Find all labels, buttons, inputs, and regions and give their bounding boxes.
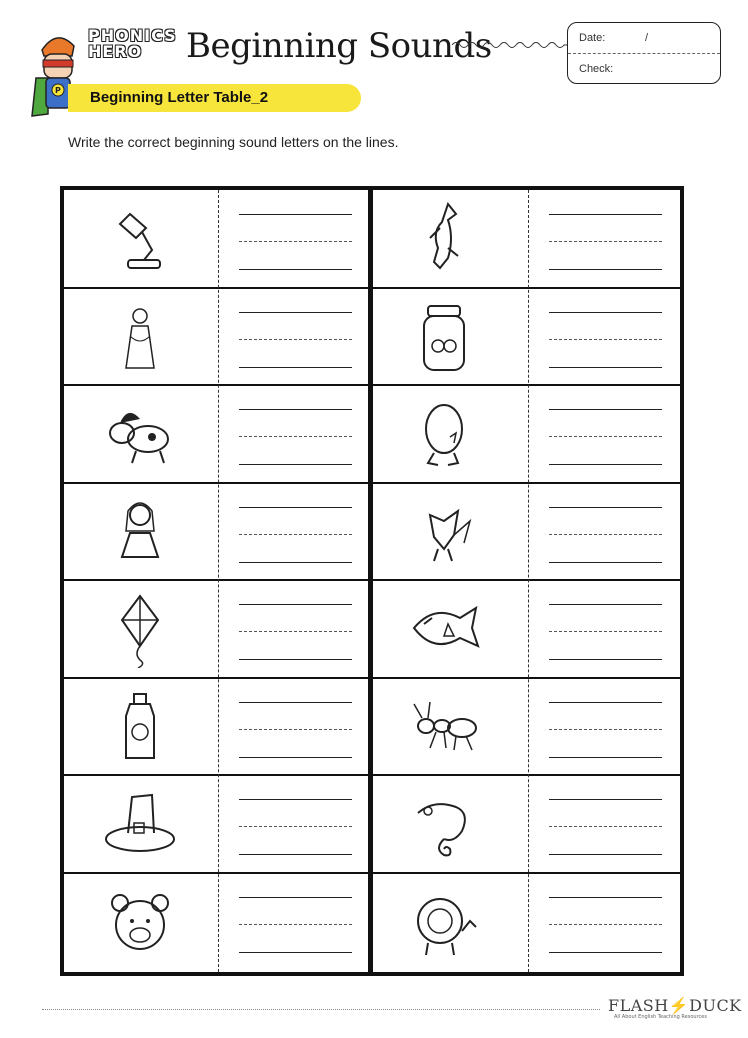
left-answer-mid-line-7[interactable]: [239, 826, 352, 827]
left-answer-base-line-2[interactable]: [239, 367, 352, 368]
crocodile-icon: [404, 198, 484, 278]
row-divider: [60, 579, 684, 581]
fox-icon: [404, 491, 484, 571]
date-label: Date:: [579, 32, 606, 44]
row-divider: [60, 287, 684, 289]
lady-icon: [100, 296, 180, 376]
logo-part2: DUCK: [689, 996, 742, 1015]
egg-icon: [404, 393, 484, 473]
left-answer-base-line-8[interactable]: [239, 952, 352, 953]
footer-tagline: All About English Teaching Resources: [614, 1014, 707, 1020]
jam-jar-icon: [404, 296, 484, 376]
left-answer-mid-line-8[interactable]: [239, 924, 352, 925]
row-divider: [60, 384, 684, 386]
left-answer-base-line-1[interactable]: [239, 269, 352, 270]
flashduck-logo: [608, 996, 742, 1015]
right-answer-base-line-4[interactable]: [549, 562, 662, 563]
brand-logo-line2: HERO: [88, 42, 143, 61]
bear-icon: [100, 881, 180, 961]
right-answer-mid-line-6[interactable]: [549, 729, 662, 730]
right-answer-mid-line-5[interactable]: [549, 631, 662, 632]
left-answer-mid-line-5[interactable]: [239, 631, 352, 632]
left-answer-top-line-8[interactable]: [239, 897, 352, 898]
left-answer-top-line-2[interactable]: [239, 312, 352, 313]
svg-text:P: P: [55, 86, 61, 95]
right-answer-mid-line-2[interactable]: [549, 339, 662, 340]
left-answer-top-line-7[interactable]: [239, 799, 352, 800]
left-answer-base-line-4[interactable]: [239, 562, 352, 563]
right-answer-base-line-1[interactable]: [549, 269, 662, 270]
lamp-icon: [100, 198, 180, 278]
left-answer-mid-line-2[interactable]: [239, 339, 352, 340]
squiggle-divider-icon: [452, 38, 570, 52]
left-answer-top-line-4[interactable]: [239, 507, 352, 508]
right-answer-mid-line-3[interactable]: [549, 436, 662, 437]
right-answer-mid-line-7[interactable]: [549, 826, 662, 827]
left-answer-mid-line-6[interactable]: [239, 729, 352, 730]
left-answer-base-line-7[interactable]: [239, 854, 352, 855]
right-answer-base-line-7[interactable]: [549, 854, 662, 855]
left-answer-base-line-6[interactable]: [239, 757, 352, 758]
logo-part1: FLASH: [608, 996, 669, 1015]
check-label: Check:: [579, 63, 614, 75]
right-answer-top-line-5[interactable]: [549, 604, 662, 605]
left-answer-top-line-6[interactable]: [239, 702, 352, 703]
right-answer-base-line-8[interactable]: [549, 952, 662, 953]
ant-icon: [404, 686, 484, 766]
bottle-icon: [100, 686, 180, 766]
lion-icon: [404, 881, 484, 961]
row-divider: [60, 482, 684, 484]
date-check-box: [567, 22, 721, 84]
dog-icon: [100, 393, 180, 473]
chameleon-icon: [404, 783, 484, 863]
right-answer-mid-line-8[interactable]: [549, 924, 662, 925]
row-divider: [60, 872, 684, 874]
right-answer-mid-line-4[interactable]: [549, 534, 662, 535]
table-center-divider: [368, 186, 373, 976]
row-divider: [60, 774, 684, 776]
right-answer-top-line-6[interactable]: [549, 702, 662, 703]
left-answer-mid-line-1[interactable]: [239, 241, 352, 242]
right-answer-top-line-3[interactable]: [549, 409, 662, 410]
right-answer-base-line-2[interactable]: [549, 367, 662, 368]
instruction-text: Write the correct beginning sound letters on the lines.: [68, 134, 399, 150]
date-separator: /: [645, 32, 649, 44]
right-answer-top-line-1[interactable]: [549, 214, 662, 215]
right-answer-base-line-6[interactable]: [549, 757, 662, 758]
right-answer-top-line-2[interactable]: [549, 312, 662, 313]
right-answer-base-line-5[interactable]: [549, 659, 662, 660]
date-row[interactable]: [568, 23, 720, 54]
left-column-dashed-divider: [218, 190, 219, 972]
left-answer-mid-line-3[interactable]: [239, 436, 352, 437]
brand-logo: [88, 28, 180, 60]
doll-icon: [100, 491, 180, 571]
right-answer-top-line-8[interactable]: [549, 897, 662, 898]
row-divider: [60, 677, 684, 679]
left-answer-mid-line-4[interactable]: [239, 534, 352, 535]
right-column-dashed-divider: [528, 190, 529, 972]
left-answer-top-line-1[interactable]: [239, 214, 352, 215]
footer-dotted-line: [42, 1009, 600, 1010]
left-answer-top-line-5[interactable]: [239, 604, 352, 605]
left-answer-base-line-3[interactable]: [239, 464, 352, 465]
fish-icon: [404, 588, 484, 668]
left-answer-base-line-5[interactable]: [239, 659, 352, 660]
lightning-bolt-icon: ⚡: [668, 996, 690, 1015]
right-answer-mid-line-1[interactable]: [549, 241, 662, 242]
brand-logo-line1: PHONICS: [88, 26, 177, 45]
right-answer-top-line-7[interactable]: [549, 799, 662, 800]
kite-icon: [100, 588, 180, 668]
right-answer-base-line-3[interactable]: [549, 464, 662, 465]
page-title: Beginning Sounds: [186, 26, 492, 66]
right-answer-top-line-4[interactable]: [549, 507, 662, 508]
check-row[interactable]: [568, 54, 720, 84]
worksheet-subtitle: Beginning Letter Table_2: [90, 89, 269, 106]
hat-icon: [100, 783, 180, 863]
left-answer-top-line-3[interactable]: [239, 409, 352, 410]
